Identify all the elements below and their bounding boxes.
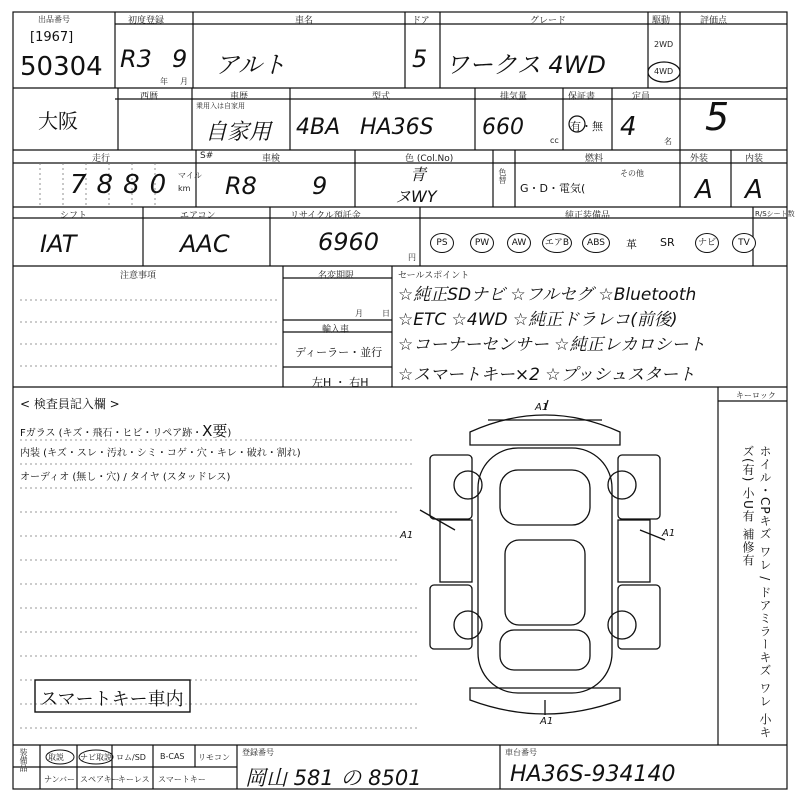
interior-label: 内装: [745, 154, 764, 164]
car-name-value: アルト: [215, 51, 287, 79]
inspector-line3: オーディオ (無し・穴) / タイヤ (スタッドレス): [20, 472, 231, 483]
door-value: 5: [412, 45, 428, 73]
mileage-value: 7880: [70, 170, 177, 200]
diagram-mark-right: A1: [662, 528, 676, 539]
selling-point-2: ☆ETC ☆4WD ☆純正ドラレコ(前後): [398, 310, 678, 330]
capacity-value: 4: [620, 112, 637, 142]
seat-label: R/Sシート数: [755, 210, 795, 218]
keylock-label: キーロック: [736, 391, 776, 400]
car-diagram: [420, 400, 665, 715]
fglass-suffix: ): [227, 428, 232, 439]
color-code: ヌWY: [395, 187, 437, 206]
model-label: 型式: [372, 92, 391, 102]
chassis-label: 車台番号: [505, 748, 537, 757]
chassis-value: HA36S-934140: [510, 762, 676, 787]
fuel-other: その他: [620, 169, 644, 178]
diagram-mark-left: A1: [400, 530, 414, 541]
color-label: 色 (Col.No): [405, 154, 454, 164]
smartkey-stamp: スマートキー車内: [40, 689, 184, 710]
history-value: 自家用: [205, 120, 272, 145]
model-prefix: 4BA: [296, 115, 341, 140]
score-label: 評価点: [700, 16, 728, 26]
equip-navi: ナビ: [695, 233, 719, 253]
capacity-unit: 名: [664, 137, 672, 146]
drive-label: 駆動: [652, 16, 671, 26]
fuel-label: 燃料: [585, 154, 604, 164]
first-reg-month: 9: [172, 45, 188, 73]
equip-leather: 革: [626, 238, 637, 251]
equip-airbag: エアB: [542, 233, 572, 253]
acc-rom-sd: ロム/SD: [116, 753, 146, 762]
equip-aw: AW: [507, 233, 531, 253]
month-unit: 月: [180, 77, 188, 86]
equip-sr: SR: [660, 236, 675, 249]
shift-value: IAT: [40, 230, 77, 258]
displacement-value: 660: [482, 115, 524, 140]
recycle-value: 6960: [318, 228, 380, 256]
acc-keyless: キーレス: [118, 775, 150, 784]
western-label: 西暦: [140, 92, 159, 102]
mileage-unit-km: km: [178, 184, 191, 193]
acc-manual: 取説: [48, 753, 64, 762]
first-reg-value: R3: [120, 45, 152, 73]
ac-value: AAC: [180, 230, 230, 258]
recycle-label: リサイクル預託金: [290, 211, 361, 221]
expiry-day: 日: [382, 309, 390, 318]
history-sub: 乗用入は自家用: [196, 102, 245, 110]
lot-number: 50304: [20, 52, 103, 82]
drive-2wd: 2WD: [654, 40, 674, 49]
acc-smartkey: スマートキー: [158, 775, 206, 784]
car-name-label: 車名: [295, 16, 314, 26]
expiry-month: 月: [355, 309, 363, 318]
fuel-value: G・D・電気(: [520, 182, 586, 195]
inspector-line2: 内装 (キズ・スレ・汚れ・シミ・コゲ・穴・キレ・破れ・割れ): [20, 448, 301, 459]
inspector-line1: [20, 420, 231, 441]
handle-label: 左H ・ 右H: [312, 376, 369, 389]
diagram-mark-rear: A1: [540, 716, 554, 727]
model-value: HA36S: [360, 115, 434, 140]
warranty-label: 保証書: [568, 92, 596, 102]
grade-value: ワークス 4WD: [445, 51, 606, 79]
acc-navi-manual: ナビ取説: [80, 753, 112, 762]
plate-value: 岡山 581 の 8501: [245, 766, 422, 790]
fglass-mark: X要: [202, 422, 228, 440]
score-value: 5: [705, 95, 730, 139]
venue-label: 出品番号: [38, 15, 70, 24]
year-unit: 年: [160, 77, 168, 86]
expiry-label: 名変期限: [318, 271, 355, 281]
door-label: ドア: [412, 16, 430, 26]
shift-label: シフト: [60, 211, 88, 221]
region-value: 大阪: [38, 109, 78, 133]
import-label: 輸入車: [322, 325, 350, 335]
inspection-prefix: S#: [200, 151, 214, 161]
mileage-label: 走行: [92, 154, 111, 164]
exterior-label: 外装: [690, 154, 709, 164]
color-value: 青: [410, 165, 427, 184]
equip-abs: ABS: [582, 233, 610, 253]
acc-remote: リモコン: [198, 753, 230, 762]
fglass-prefix: Fガラス (キズ・飛石・ヒビ・リペア跡・: [20, 428, 203, 439]
inspection-month: 9: [312, 172, 328, 200]
equip-tv: TV: [732, 233, 756, 253]
capacity-label: 定員: [632, 92, 651, 102]
warranty-value: 有・無: [570, 120, 603, 133]
displacement-unit: cc: [550, 136, 559, 145]
selling-point-1: ☆純正SDナビ ☆フルセグ ☆Bluetooth: [398, 285, 697, 305]
drive-4wd: 4WD: [654, 67, 674, 76]
accessories-label: 装備品: [19, 748, 28, 772]
selling-point-3: ☆コーナーセンサー ☆純正レカロシート: [398, 335, 706, 355]
acc-bcas: B-CAS: [160, 752, 185, 761]
year-code: [1967]: [30, 30, 74, 45]
dealer-label: ディーラー・並行: [295, 346, 383, 359]
equip-ps: PS: [430, 233, 454, 253]
acc-spare-key: スペアキー: [80, 775, 120, 784]
recycle-unit: 円: [408, 253, 416, 262]
inspection-label: 車検: [262, 154, 281, 164]
inspector-title: < 検査員記入欄 >: [20, 397, 120, 411]
plate-label: 登録番号: [242, 748, 274, 757]
acc-number: ナンバー: [44, 775, 76, 784]
ac-label: エアコン: [180, 211, 216, 221]
grade-label: グレード: [530, 16, 567, 26]
first-reg-label: 初度登録: [128, 16, 165, 26]
side-legend: ホイル・CPキズ ワレ / ドアミラーキズ ワレ 小キズ(有) 小U有 補修有: [741, 445, 772, 739]
inspection-value: R8: [225, 172, 257, 200]
selling-label: セールスポイント: [398, 271, 470, 281]
displacement-label: 排気量: [500, 92, 528, 102]
selling-point-4: ☆スマートキー×2 ☆プッシュスタート: [398, 365, 696, 385]
interior-value: A: [745, 175, 763, 205]
history-label: 車歴: [230, 92, 249, 102]
color-change: 色替: [498, 168, 507, 184]
mileage-unit-mile: マイル: [178, 171, 202, 180]
equip-pw: PW: [470, 233, 494, 253]
diagram-mark-front: A1: [535, 402, 549, 413]
exterior-value: A: [695, 175, 713, 205]
caution-label: 注意事項: [120, 271, 157, 281]
equipment-label: 純正装備品: [565, 211, 611, 221]
